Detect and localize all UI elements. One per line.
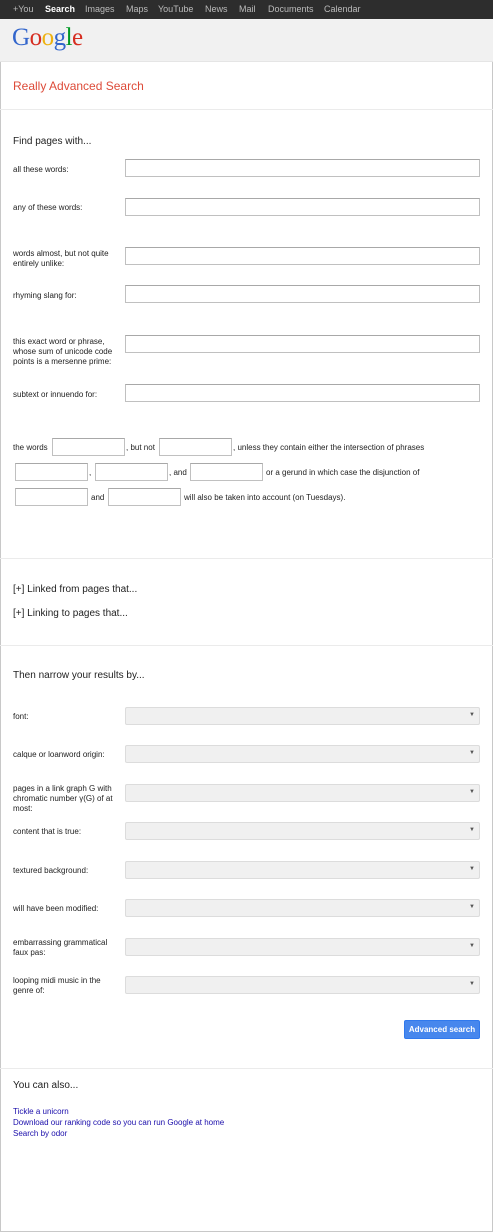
dropdown-arrow-icon: ▼: [469, 789, 475, 795]
sentence-and-2: and: [91, 493, 105, 502]
but-not-input[interactable]: [159, 438, 232, 456]
all-words-input[interactable]: [125, 159, 480, 177]
nav-documents[interactable]: Documents: [268, 4, 314, 14]
find-section-heading: Find pages with...: [13, 136, 92, 147]
sentence-the-words: the words: [13, 443, 48, 452]
tickle-unicorn-link[interactable]: Tickle a unicorn: [13, 1107, 69, 1116]
phrase-1-input[interactable]: [15, 463, 88, 481]
label-faux-pas: embarrassing grammatical faux pas:: [13, 938, 108, 957]
exact-phrase-input[interactable]: [125, 335, 480, 353]
divider: [0, 558, 493, 559]
nav-images[interactable]: Images: [85, 4, 115, 14]
dropdown-arrow-icon: ▼: [469, 866, 475, 872]
narrow-section-heading: Then narrow your results by...: [13, 670, 145, 681]
page-title: Really Advanced Search: [13, 79, 144, 93]
dropdown-arrow-icon: ▼: [469, 750, 475, 756]
faux-pas-select[interactable]: [125, 938, 480, 956]
true-content-select[interactable]: [125, 822, 480, 840]
download-ranking-code-link[interactable]: Download our ranking code so you can run Google at home: [13, 1118, 225, 1127]
label-font: font:: [13, 712, 29, 721]
nav-calendar[interactable]: Calendar: [324, 4, 361, 14]
label-rhyming-slang: rhyming slang for:: [13, 291, 77, 300]
label-unlike-words: words almost, but not quite entirely unlike:: [13, 249, 109, 268]
label-textured: textured background:: [13, 866, 89, 875]
calque-select[interactable]: [125, 745, 480, 763]
label-exact-phrase: this exact word or phrase, whose sum of unicode code points is a mersenne prime:: [13, 337, 113, 366]
sentence-gerund: or a gerund in which case the disjunction of: [266, 468, 420, 477]
label-all-words: all these words:: [13, 165, 69, 174]
phrase-2-input[interactable]: [95, 463, 168, 481]
dropdown-arrow-icon: ▼: [469, 981, 475, 987]
disjunction-2-input[interactable]: [108, 488, 181, 506]
dropdown-arrow-icon: ▼: [469, 943, 475, 949]
unlike-words-input[interactable]: [125, 247, 480, 265]
sentence-and-1: , and: [169, 468, 187, 477]
chromatic-select[interactable]: [125, 784, 480, 802]
subtext-input[interactable]: [125, 384, 480, 402]
any-words-input[interactable]: [125, 198, 480, 216]
search-by-odor-link[interactable]: Search by odor: [13, 1129, 68, 1138]
nav-maps[interactable]: Maps: [126, 4, 149, 14]
sentence-tail: will also be taken into account (on Tuesdays).: [184, 493, 346, 502]
linked-from-toggle[interactable]: [+] Linked from pages that...: [13, 584, 138, 595]
nav-mail[interactable]: Mail: [239, 4, 256, 14]
also-heading: You can also...: [13, 1080, 79, 1091]
label-midi-music: looping midi music in the genre of:: [13, 976, 101, 995]
modified-select[interactable]: [125, 899, 480, 917]
divider: [0, 645, 493, 646]
rhyming-slang-input[interactable]: [125, 285, 480, 303]
linking-to-toggle[interactable]: [+] Linking to pages that...: [13, 608, 128, 619]
google-logo[interactable]: Google: [12, 24, 83, 51]
nav-news[interactable]: News: [205, 4, 228, 14]
nav-you[interactable]: +You: [13, 4, 34, 14]
the-words-input[interactable]: [52, 438, 125, 456]
label-true-content: content that is true:: [13, 827, 82, 836]
midi-music-select[interactable]: [125, 976, 480, 994]
top-nav-bar: [0, 0, 493, 19]
label-calque: calque or loanword origin:: [13, 750, 105, 759]
label-chromatic: pages in a link graph G with chromatic number γ(G) of at most:: [13, 784, 113, 813]
sentence-unless: , unless they contain either the intersection of phrases: [233, 443, 425, 452]
header: [0, 19, 493, 62]
nav-search[interactable]: Search: [45, 4, 76, 14]
divider: [0, 109, 493, 110]
dropdown-arrow-icon: ▼: [469, 827, 475, 833]
font-select[interactable]: [125, 707, 480, 725]
phrase-3-input[interactable]: [190, 463, 263, 481]
label-any-words: any of these words:: [13, 203, 83, 212]
disjunction-1-input[interactable]: [15, 488, 88, 506]
advanced-search-button[interactable]: Advanced search: [404, 1020, 480, 1039]
divider: [0, 1068, 493, 1069]
textured-select[interactable]: [125, 861, 480, 879]
label-subtext: subtext or innuendo for:: [13, 390, 98, 399]
sentence-comma: ,: [89, 468, 92, 477]
dropdown-arrow-icon: ▼: [469, 712, 475, 718]
dropdown-arrow-icon: ▼: [469, 904, 475, 910]
nav-youtube[interactable]: YouTube: [158, 4, 194, 14]
label-modified: will have been modified:: [13, 904, 99, 913]
sentence-but-not: , but not: [126, 443, 155, 452]
